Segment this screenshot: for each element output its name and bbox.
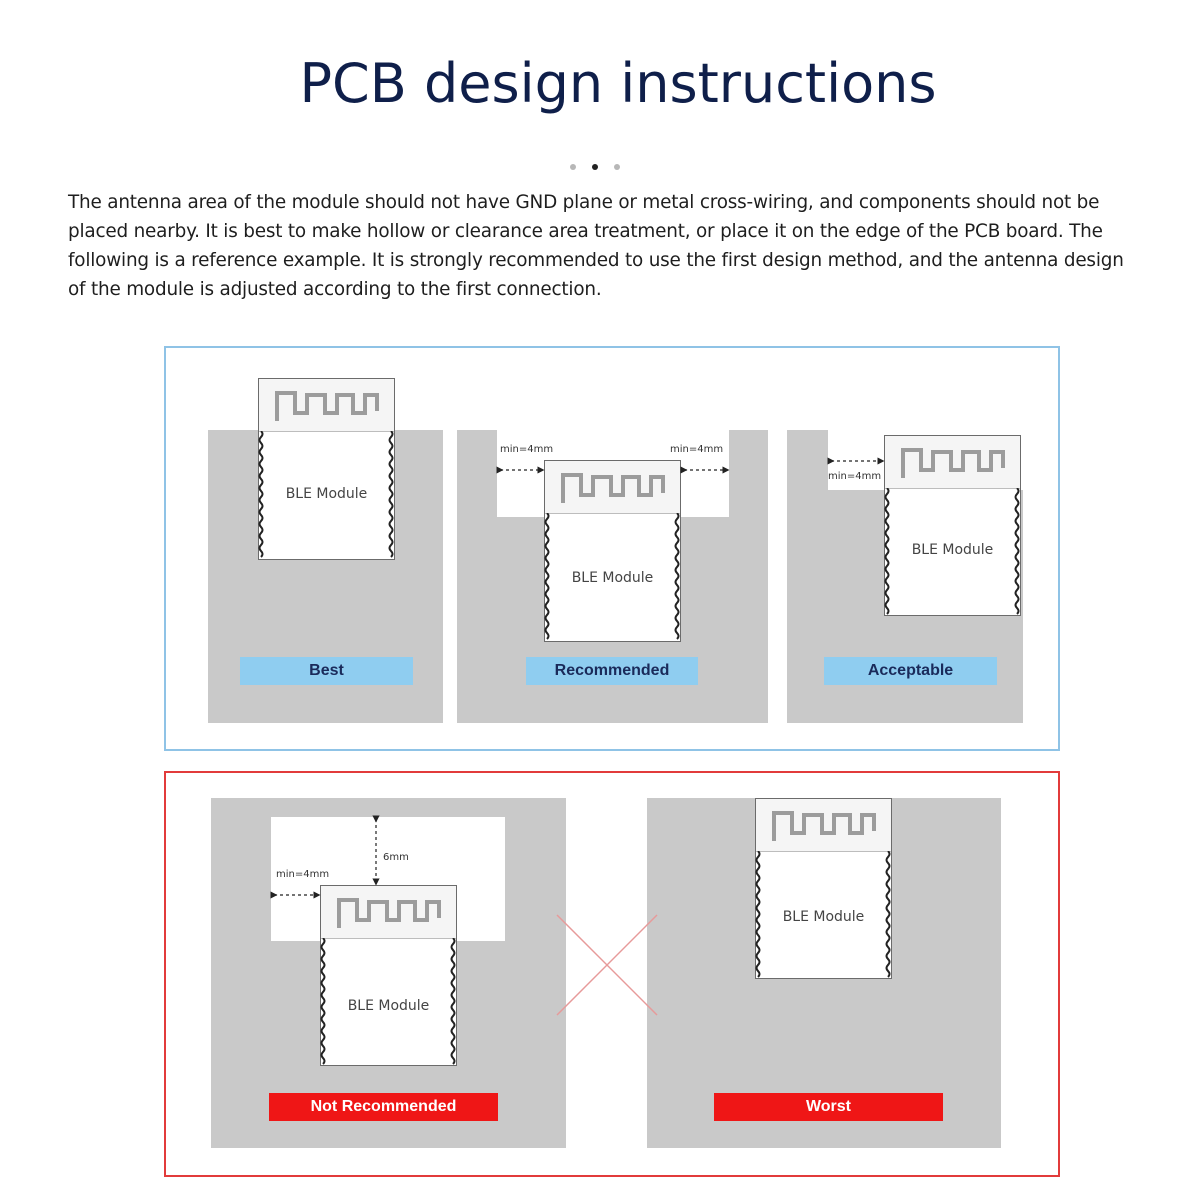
badge-not-recommended: Not Recommended bbox=[269, 1093, 498, 1121]
badge-acceptable: Acceptable bbox=[824, 657, 997, 685]
module-label: BLE Module bbox=[782, 909, 865, 925]
dimension-label-left: min=4mm bbox=[500, 444, 554, 455]
badge-recommended: Recommended bbox=[526, 657, 698, 685]
module-label: BLE Module bbox=[911, 542, 994, 558]
badge-best: Best bbox=[240, 657, 413, 685]
module-label: BLE Module bbox=[571, 570, 654, 586]
badge-worst: Worst bbox=[714, 1093, 943, 1121]
dimension-label: min=4mm bbox=[828, 471, 882, 482]
dimension-label-horizontal: min=4mm bbox=[276, 869, 330, 880]
dimension-label-vertical: 6mm bbox=[383, 852, 409, 863]
module-label: BLE Module bbox=[347, 998, 430, 1014]
description-text: The antenna area of the module should not have GND plane or metal cross-wiring, and components should not be placed nearby. It is best to make hollow or clearance area treatment, or place it on the edge of the PCB board. The following is a reference example. It is strongly recommended to use the first design method, and the antenna design of the module is adjusted according to the first connection. bbox=[68, 192, 1124, 300]
dimension-label-right: min=4mm bbox=[670, 444, 724, 455]
page-title: PCB design instructions bbox=[299, 52, 937, 115]
module-label: BLE Module bbox=[285, 486, 368, 502]
